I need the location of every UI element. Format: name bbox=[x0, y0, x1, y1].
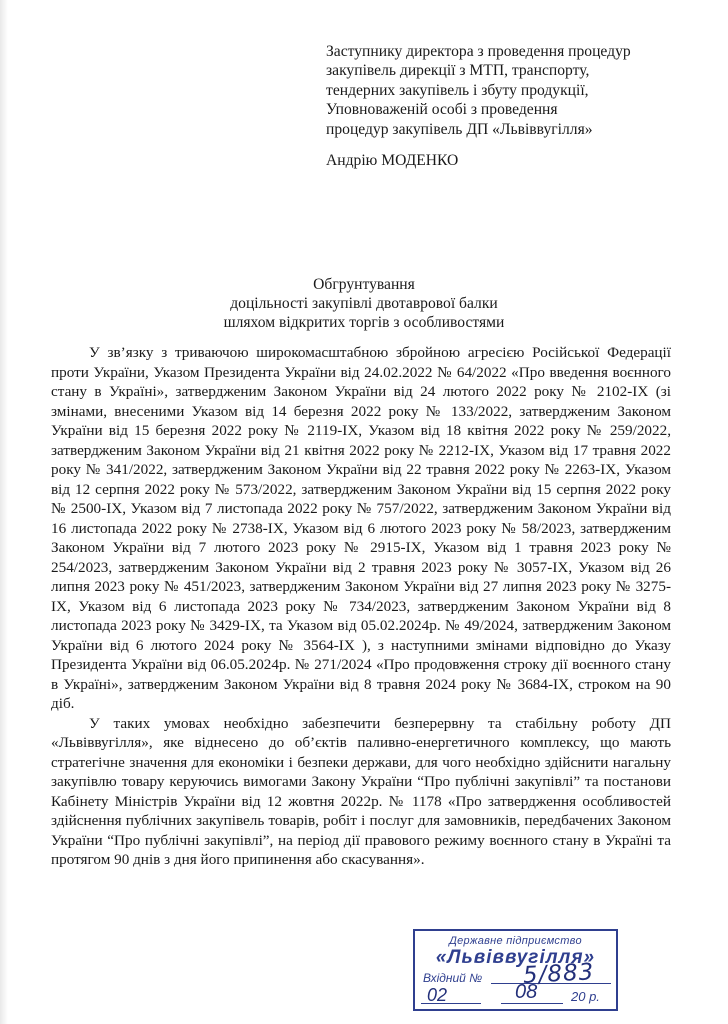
stamp-incoming-label: Вхідний № bbox=[423, 971, 483, 985]
addressee-line: Заступнику директора з проведення процедур bbox=[326, 43, 631, 60]
stamp-date-year: 20 р. bbox=[571, 989, 600, 1004]
stamp-date-day: 02 bbox=[427, 985, 448, 1005]
registration-stamp bbox=[413, 929, 618, 1011]
body-paragraph-2: У таких умовах необхідно забезпечити безперервну та стабільну роботу ДП «Львіввугілля», яке віднесено до об’єктів паливно-енергетичного комплексу, що мають стратегічне значення для економіки і безпеки держави, для чого необхідно здійснити нагальну закупівлю товару керуючись вимогами Закону України “Про публічні закупівлі” та постанови Кабінету Міністрів України від 12 жовтня 2022р. № 1178 «Про затвердження особливостей здійснення публічних закупівель товарів, робіт і послуг для замовників, передбачених Законом України “Про публічні закупівлі”, на період дії правового режиму воєнного стану в Україні та протягом 90 днів з дня його припинення або скасування». bbox=[51, 714, 671, 868]
title-line-1: Обгрунтування bbox=[313, 276, 415, 293]
addressee-block bbox=[326, 42, 706, 170]
stamp-org-type: Державне підприємство bbox=[449, 935, 582, 947]
addressee-line: закупівель дирекції з МТП, транспорту, bbox=[326, 62, 590, 80]
addressee-name: Андрію МОДЕНКО bbox=[326, 152, 459, 170]
addressee-line: тендерних закупівель і збуту продукції, bbox=[326, 81, 589, 99]
title-line-2: доцільності закупівлі двотаврової балки bbox=[230, 295, 498, 313]
scan-edge-shadow bbox=[0, 0, 8, 1024]
document-body bbox=[51, 343, 671, 870]
stamp-org-name: «Львіввугілля» bbox=[435, 947, 596, 968]
addressee-line: Уповноваженій особі з проведення bbox=[326, 101, 558, 119]
document-title bbox=[0, 275, 728, 333]
body-paragraph-1: У зв’язку з триваючою широкомасштабною збройною агресією Російської Федерації проти України, Указом Президента України від 24.02.2022 № 64/2022 «Про введення воєнного стану в Україні», затвердженим Законом України від 24 лютого 2022 року № 2102-IX (зі змінами, внесеними Указом від 14 березня 2022 року № 133/2022, затвердженим Законом України від 15 березня 2022 року № 2119-IX, Указом від 18 квітня 2022 року № 259/2022, затвердженим Законом України від 21 квітня 2022 року № 2212-IX, Указом від 17 травня 2022 року № 341/2022, затвердженим Законом України від 22 травня 2022 року № 2263-IX, Указом від 12 серпня 2022 року № 573/2022, затвердженим Законом України від 15 серпня 2022 року № 2500-IX, Указом від 7 листопада 2022 року № 757/2022, затвердженим Законом України від 16 листопада 2022 року № 2738-IX, Указом від 6 лютого 2023 року № 58/2023, затвердженим Законом України від 7 лютого 2023 року № 2915-IX, Указом від 1 травня 2023 року № 254/2023, затвердженим Законом України від 2 травня 2023 року № 3057-IX, Указом від 26 липня 2023 року № 451/2023, затвердженим Законом України від 27 липня 2023 року № 3275-IX, Указом від 6 листопада 2023 року № 734/2023, затвердженим Законом України від 8 листопада 2023 року № 3429-IX, та Указом від 05.02.2024р. № 49/2024, затвердженим Законом України від 6 лютого 2024 року № 3564-IX ), з наступними змінами відповідно до Указу Президента України від 06.05.2024р. № 271/2024 «Про продовження строку дії воєнного стану в Україні», затвердженим Законом України від 8 травня 2024 року № 3684-IX, строком на 90 діб. bbox=[51, 344, 671, 712]
stamp-incoming-number: 5/883 bbox=[522, 959, 595, 989]
addressee-line: процедур закупівель ДП «Львіввугілля» bbox=[326, 120, 593, 138]
title-line-3: шляхом відкритих торгів з особливостями bbox=[223, 314, 505, 332]
stamp-date-month: 08 bbox=[515, 981, 538, 1003]
